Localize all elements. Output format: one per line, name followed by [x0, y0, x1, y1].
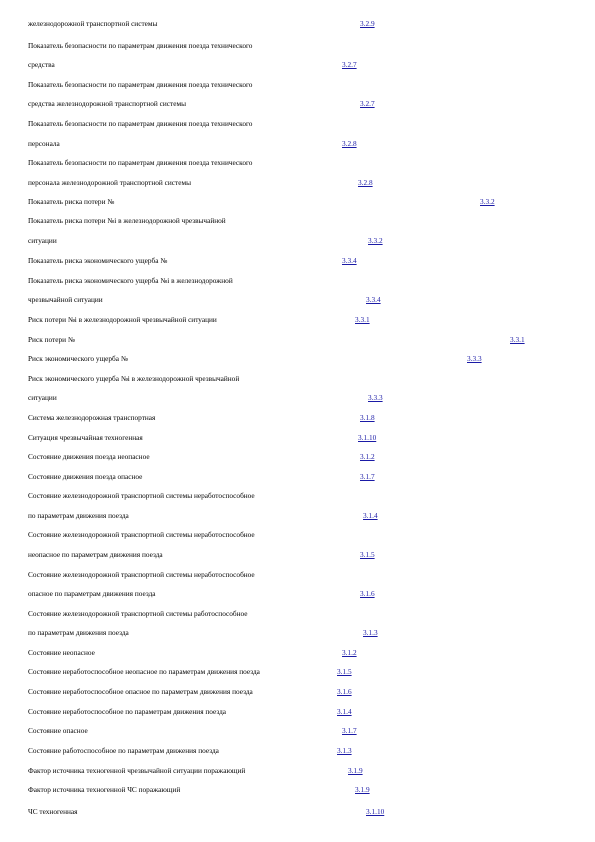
section-link[interactable]: 3.1.6 — [337, 687, 352, 696]
section-link[interactable]: 3.3.1 — [355, 315, 370, 324]
entry-line: железнодорожной транспортной системы — [28, 19, 158, 28]
entry-line: Система железнодорожная транспортная — [28, 413, 156, 422]
entry-line: Фактор источника техногенной чрезвычайной ситуации поражающий — [28, 766, 246, 775]
entry-line: средства железнодорожной транспортной системы — [28, 99, 186, 108]
entry-line: Состояние железнодорожной транспортной системы неработоспособное — [28, 491, 255, 500]
entry-line: Риск потери №i в железнодорожной чрезвычайной ситуации — [28, 315, 217, 324]
section-link[interactable]: 3.1.10 — [366, 807, 385, 816]
section-link[interactable]: 3.1.5 — [360, 550, 375, 559]
entry-line: Показатель безопасности по параметрам движения поезда технического — [28, 80, 253, 89]
entry-line: Показатель безопасности по параметрам движения поезда технического — [28, 119, 253, 128]
section-link[interactable]: 3.3.1 — [510, 335, 525, 344]
section-link[interactable]: 3.1.2 — [360, 452, 375, 461]
entry-line: Риск экономического ущерба № — [28, 354, 128, 363]
section-link[interactable]: 3.1.6 — [360, 589, 375, 598]
entry-line: Состояние неработоспособное неопасное по параметрам движения поезда — [28, 667, 260, 676]
entry-line: Состояние железнодорожной транспортной системы неработоспособное — [28, 570, 255, 579]
entry-line: Состояние неопасное — [28, 648, 95, 657]
entry-line: Состояние работоспособное по параметрам движения поезда — [28, 746, 219, 755]
section-link[interactable]: 3.1.4 — [337, 707, 352, 716]
entry-line: ситуации — [28, 236, 57, 245]
section-link[interactable]: 3.3.2 — [480, 197, 495, 206]
entry-line: неопасное по параметрам движения поезда — [28, 550, 163, 559]
section-link[interactable]: 3.1.5 — [337, 667, 352, 676]
entry-line: Риск экономического ущерба №i в железнодорожной чрезвычайной — [28, 374, 240, 383]
section-link[interactable]: 3.1.3 — [363, 628, 378, 637]
section-link[interactable]: 3.1.9 — [355, 785, 370, 794]
section-link[interactable]: 3.2.8 — [342, 139, 357, 148]
entry-line: персонала — [28, 139, 60, 148]
section-link[interactable]: 3.1.7 — [342, 726, 357, 735]
entry-line: по параметрам движения поезда — [28, 511, 129, 520]
section-link[interactable]: 3.1.8 — [360, 413, 375, 422]
entry-line: Состояние неработоспособное по параметрам движения поезда — [28, 707, 227, 716]
entry-line: ЧС техногенная — [28, 807, 78, 816]
entry-line: Состояние железнодорожной транспортной системы неработоспособное — [28, 530, 255, 539]
entry-line: Показатель риска экономического ущерба №i в железнодорожной — [28, 276, 233, 285]
entry-line: Состояние опасное — [28, 726, 88, 735]
entry-line: Фактор источника техногенной ЧС поражающий — [28, 785, 181, 794]
section-link[interactable]: 3.1.2 — [342, 648, 357, 657]
section-link[interactable]: 3.3.2 — [368, 236, 383, 245]
section-link[interactable]: 3.3.4 — [342, 256, 357, 265]
entry-line: Показатель риска потери № — [28, 197, 115, 206]
entry-line: Показатель безопасности по параметрам движения поезда технического — [28, 158, 253, 167]
entry-line: Показатель риска экономического ущерба № — [28, 256, 168, 265]
section-link[interactable]: 3.2.7 — [342, 60, 357, 69]
section-link[interactable]: 3.3.3 — [467, 354, 482, 363]
entry-line: Показатель риска потери №i в железнодорожной чрезвычайной — [28, 216, 226, 225]
section-link[interactable]: 3.2.7 — [360, 99, 375, 108]
entry-line: Состояние железнодорожной транспортной системы работоспособное — [28, 609, 248, 618]
entry-line: Показатель безопасности по параметрам движения поезда технического — [28, 41, 253, 50]
section-link[interactable]: 3.3.3 — [368, 393, 383, 402]
section-link[interactable]: 3.1.3 — [337, 746, 352, 755]
entry-line: Риск потери № — [28, 335, 75, 344]
section-link[interactable]: 3.1.9 — [348, 766, 363, 775]
entry-line: Состояние движения поезда неопасное — [28, 452, 150, 461]
section-link[interactable]: 3.2.8 — [358, 178, 373, 187]
entry-line: Состояние неработоспособное опасное по параметрам движения поезда — [28, 687, 253, 696]
entry-line: чрезвычайной ситуации — [28, 295, 103, 304]
entry-line: по параметрам движения поезда — [28, 628, 129, 637]
entry-line: средства — [28, 60, 55, 69]
section-link[interactable]: 3.3.4 — [366, 295, 381, 304]
entry-line: опасное по параметрам движения поезда — [28, 589, 156, 598]
entry-line: Состояние движения поезда опасное — [28, 472, 143, 481]
entry-line: персонала железнодорожной транспортной системы — [28, 178, 191, 187]
section-link[interactable]: 3.1.10 — [358, 433, 377, 442]
section-link[interactable]: 3.1.4 — [363, 511, 378, 520]
section-link[interactable]: 3.2.9 — [360, 19, 375, 28]
entry-line: ситуации — [28, 393, 57, 402]
section-link[interactable]: 3.1.7 — [360, 472, 375, 481]
entry-line: Ситуация чрезвычайная техногенная — [28, 433, 143, 442]
